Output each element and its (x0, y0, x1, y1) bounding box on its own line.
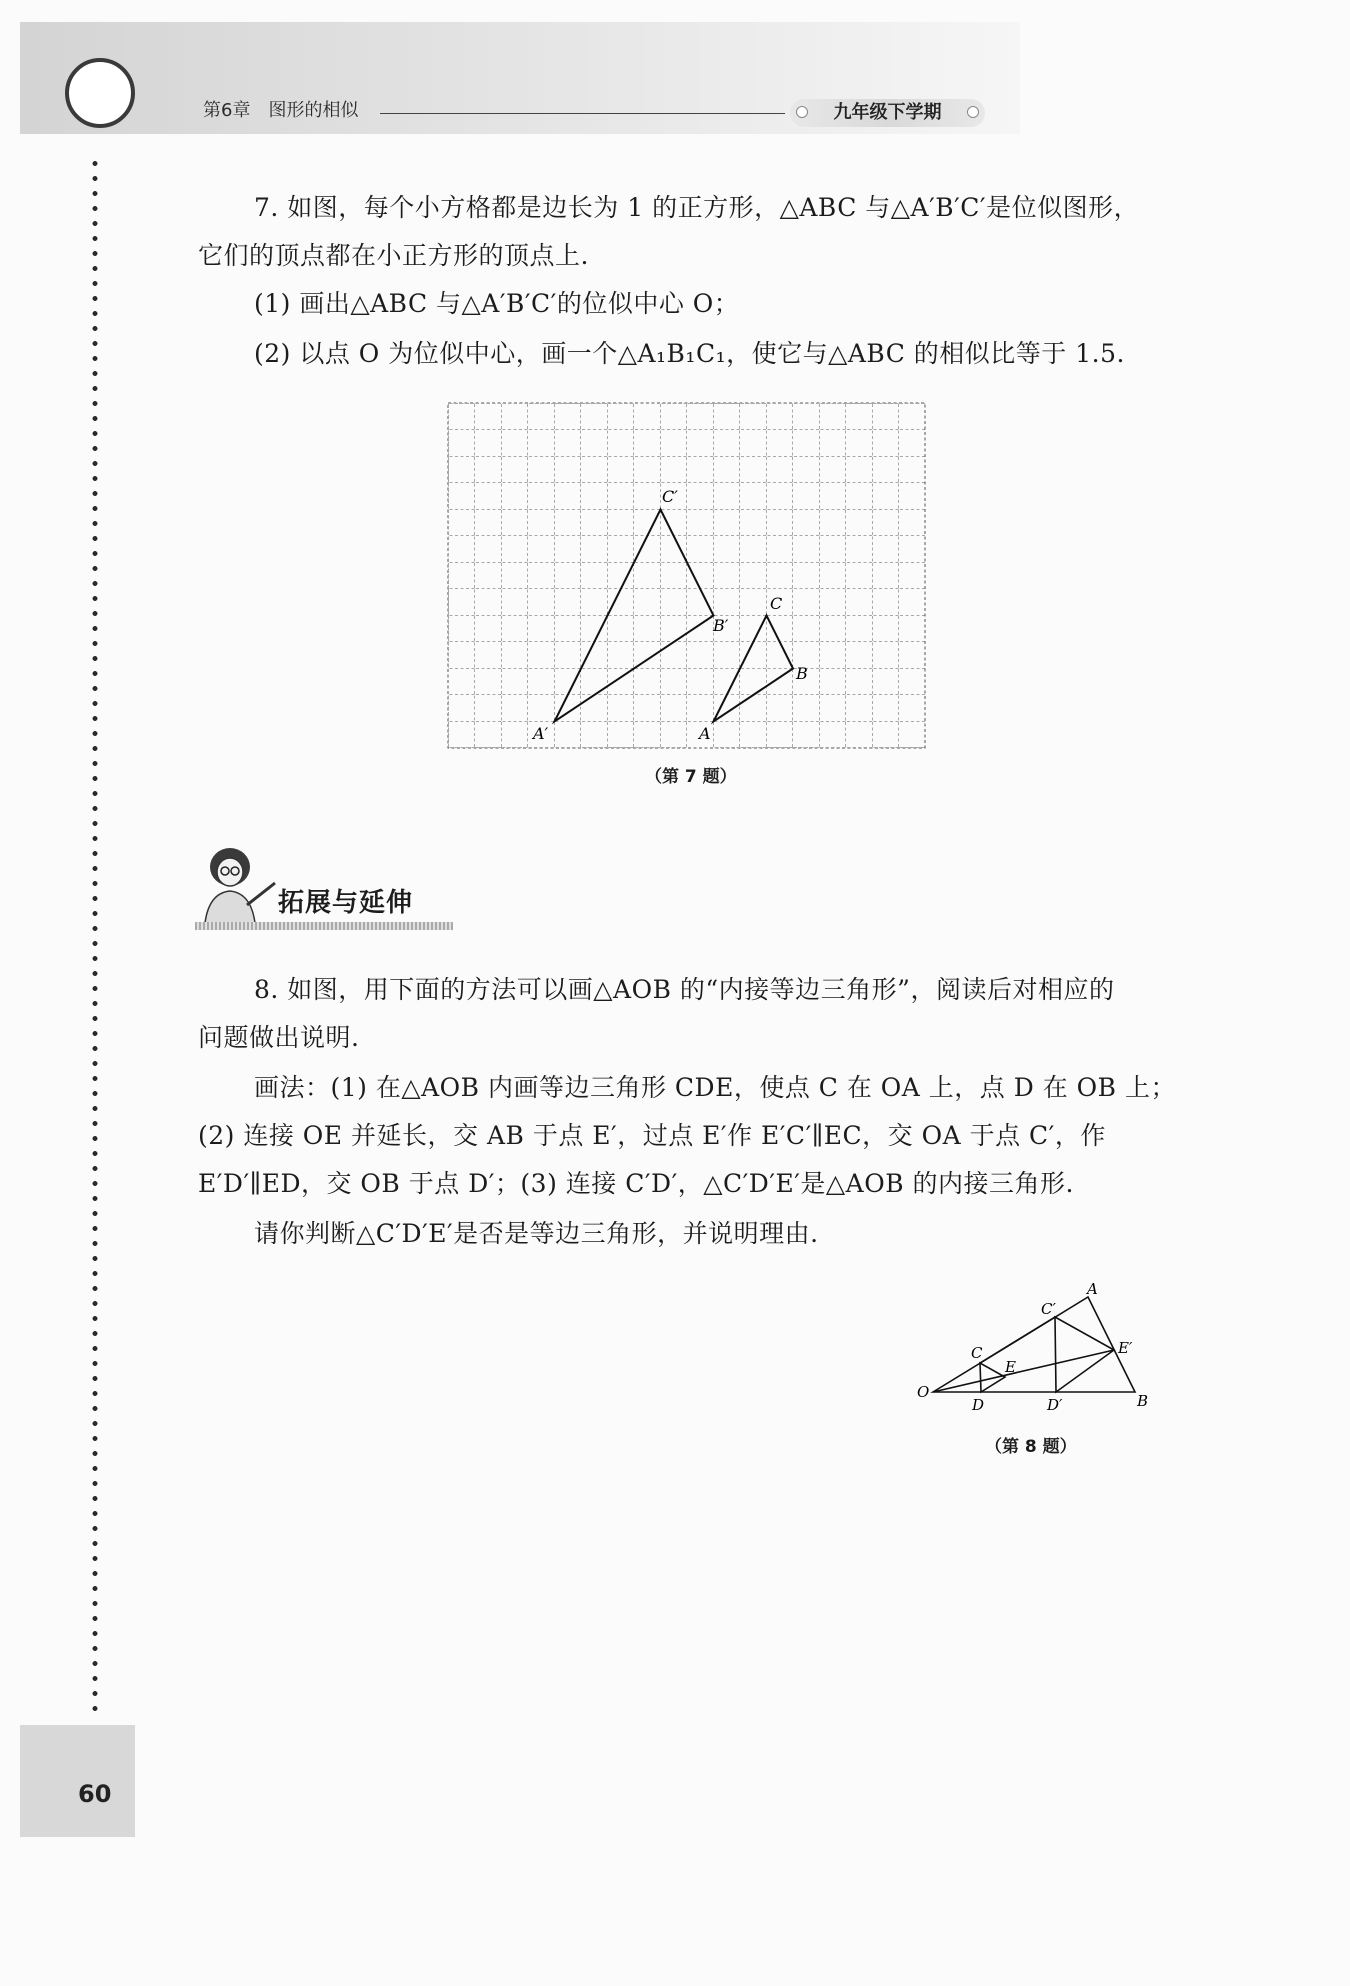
problem8-line-1: 8. 如图，用下面的方法可以画△AOB 的“内接等边三角形”，阅读后对相应的 (254, 975, 1115, 1004)
label-c1: C′ (662, 487, 678, 506)
label-d: D (972, 1396, 985, 1414)
label-a: A (1087, 1280, 1098, 1298)
problem7-line-1: 7. 如图，每个小方格都是边长为 1 的正方形，△ABC 与△A′B′C′是位似图形， (254, 193, 1140, 222)
problem7-line-4: (2) 以点 O 为位似中心，画一个△A₁B₁C₁，使它与△ABC 的相似比等于 1.5. (254, 339, 1125, 368)
problem8-line-3: 画法：(1) 在△AOB 内画等边三角形 CDE，使点 C 在 OA 上，点 D 在 OB 上； (254, 1073, 1176, 1102)
line-oe1 (933, 1350, 1114, 1392)
teacher-icon (195, 845, 280, 925)
label-e: E (1005, 1358, 1016, 1376)
label-o: O (917, 1383, 930, 1401)
label-c1: C′ (1041, 1300, 1056, 1318)
section-underline (195, 922, 453, 930)
page-number: 60 (78, 1780, 112, 1808)
label-b: B (796, 664, 808, 683)
grade-badge (790, 99, 985, 127)
label-a: A (699, 724, 711, 743)
margin-dots (92, 156, 98, 1716)
label-a1: A′ (533, 724, 549, 743)
label-d1: D′ (1047, 1396, 1063, 1414)
label-b: B (1137, 1392, 1149, 1410)
grid (448, 403, 925, 748)
problem8-line-5: E′D′∥ED，交 OB 于点 D′；(3) 连接 C′D′，△C′D′E′是△AOB 的内接三角形. (198, 1169, 1074, 1198)
section-title: 拓展与延伸 (278, 888, 414, 918)
problem8-figure (905, 1280, 1155, 1415)
grade-label: 九年级下学期 (833, 102, 942, 123)
problem8-line-4: (2) 连接 OE 并延长，交 AB 于点 E′，过点 E′作 E′C′∥EC，交 OA 于点 C′，作 (198, 1121, 1106, 1150)
label-b1: B′ (713, 616, 729, 635)
ring-icon (796, 106, 808, 118)
label-c: C (971, 1344, 983, 1362)
clock-icon (65, 58, 135, 128)
problem7-figure (440, 395, 930, 755)
triangle-c1d1e1 (1055, 1317, 1114, 1392)
problem8-line-2: 问题做出说明. (198, 1023, 360, 1052)
chapter-heading (203, 96, 358, 122)
label-e1: E′ (1118, 1339, 1133, 1357)
label-c: C (770, 594, 783, 613)
line-cd (980, 1317, 1055, 1363)
problem7-line-3: (1) 画出△ABC 与△A′B′C′的位似中心 O； (254, 289, 740, 318)
problem7-line-2: 它们的顶点都在小正方形的顶点上. (198, 241, 589, 270)
chapter-name: 图形的相似 (268, 100, 359, 121)
ring-icon (967, 106, 979, 118)
problem8-caption: （第 8 题） (985, 1437, 1077, 1457)
header-rule (380, 113, 785, 114)
chapter-number: 第6章 (203, 100, 251, 121)
problem8-line-6: 请你判断△C′D′E′是否是等边三角形，并说明理由. (254, 1219, 819, 1248)
problem7-caption: （第 7 题） (645, 767, 737, 787)
